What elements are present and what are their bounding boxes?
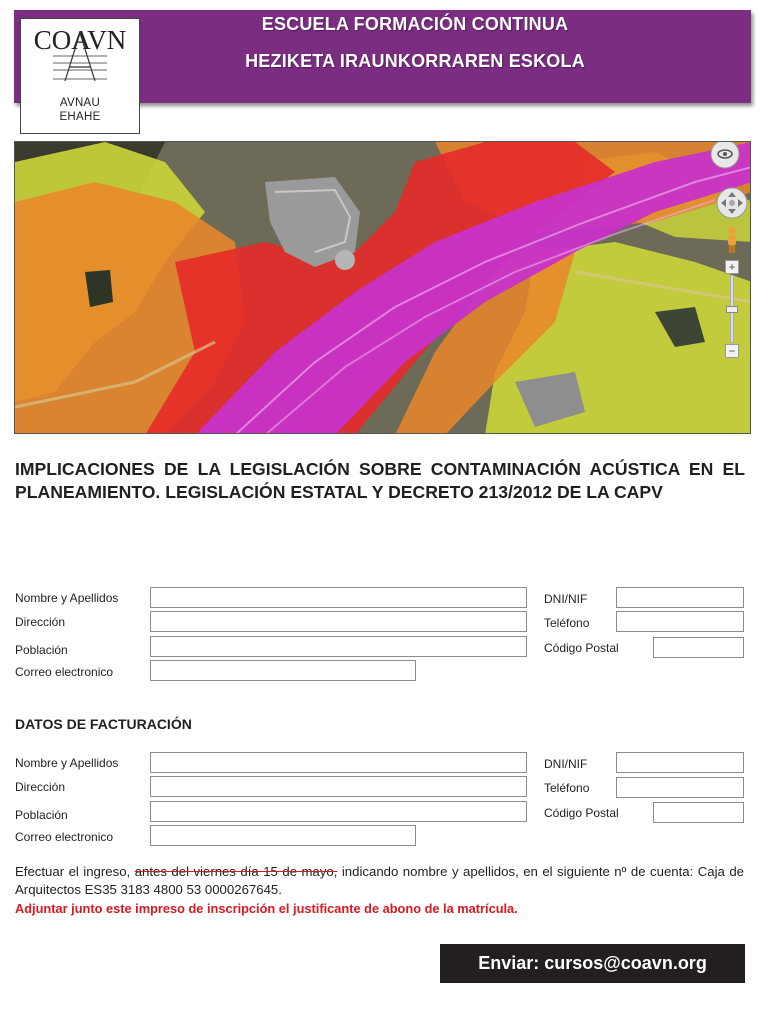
course-title: IMPLICACIONES DE LA LEGISLACIÓN SOBRE CONTAMINACIÓN ACÚSTICA EN EL PLANEAMIENTO. LEGISLACIÓN ESTATAL Y DECRETO 213/2012 DE LA CAPV — [15, 459, 745, 502]
billing-email-label: Correo electronico — [15, 830, 114, 844]
address-field[interactable] — [150, 611, 527, 632]
noise-map-image — [14, 141, 751, 434]
school-title-eu: HEZIKETA IRAUNKORRAREN ESKOLA — [245, 51, 585, 71]
email-label: Correo electronico — [15, 665, 114, 679]
id-label: DNI/NIF — [544, 592, 588, 606]
phone-label: Teléfono — [544, 616, 590, 630]
billing-city-label: Población — [15, 808, 68, 822]
billing-phone-field[interactable] — [616, 777, 744, 798]
billing-address-label: Dirección — [15, 780, 66, 794]
billing-phone-label: Teléfono — [544, 781, 590, 795]
logo-avnau: AVNAU — [59, 97, 101, 109]
attachment-warning: Adjuntar junto este impreso de inscripción el justificante de abono de la matrícula. — [15, 901, 518, 916]
zip-field[interactable] — [653, 637, 744, 658]
eye-icon[interactable] — [705, 142, 745, 170]
zoom-out-icon[interactable]: − — [725, 344, 739, 358]
pan-icon[interactable] — [715, 186, 749, 220]
school-title-es: ESCUELA FORMACIÓN CONTINUA — [261, 14, 569, 34]
city-field[interactable] — [150, 636, 527, 657]
name-field[interactable] — [150, 587, 527, 608]
billing-zip-field[interactable] — [653, 802, 744, 823]
billing-name-field[interactable] — [150, 752, 527, 773]
pegman-icon[interactable] — [724, 226, 740, 254]
billing-name-label: Nombre y Apellidos — [15, 756, 119, 770]
zip-label: Código Postal — [544, 641, 619, 655]
billing-zip-label: Código Postal — [544, 806, 619, 820]
billing-address-field[interactable] — [150, 776, 527, 797]
logo-text: COAVN — [33, 25, 127, 55]
payment-text-before: Efectuar el ingreso, — [15, 864, 131, 879]
city-label: Población — [15, 643, 68, 657]
billing-id-label: DNI/NIF — [544, 757, 588, 771]
billing-id-field[interactable] — [616, 752, 744, 773]
id-field[interactable] — [616, 587, 744, 608]
zoom-slider[interactable] — [725, 260, 739, 360]
coavn-logo — [20, 18, 140, 134]
payment-instructions — [15, 863, 744, 898]
zoom-handle[interactable] — [726, 306, 738, 313]
address-label: Dirección — [15, 615, 66, 629]
email-field[interactable] — [150, 660, 416, 681]
payment-text-after: indicando nombre y apellidos, en el siguiente nº de cuenta: Caja de Arquitectos ES35 3183 4800 53 0000267645. — [15, 864, 745, 897]
billing-city-field[interactable] — [150, 801, 527, 822]
send-email-button[interactable]: Enviar: cursos@coavn.org — [440, 944, 745, 983]
name-label: Nombre y Apellidos — [15, 591, 119, 605]
billing-email-field[interactable] — [150, 825, 416, 846]
phone-field[interactable] — [616, 611, 744, 632]
billing-section-title: DATOS DE FACTURACIÓN — [15, 716, 192, 732]
zoom-in-icon[interactable]: + — [725, 260, 739, 274]
payment-struck-deadline: antes del viernes día 15 de mayo, — [134, 864, 338, 879]
coavn-logo-mark-icon — [23, 23, 137, 85]
logo-ehahe: EHAHE — [59, 111, 101, 123]
